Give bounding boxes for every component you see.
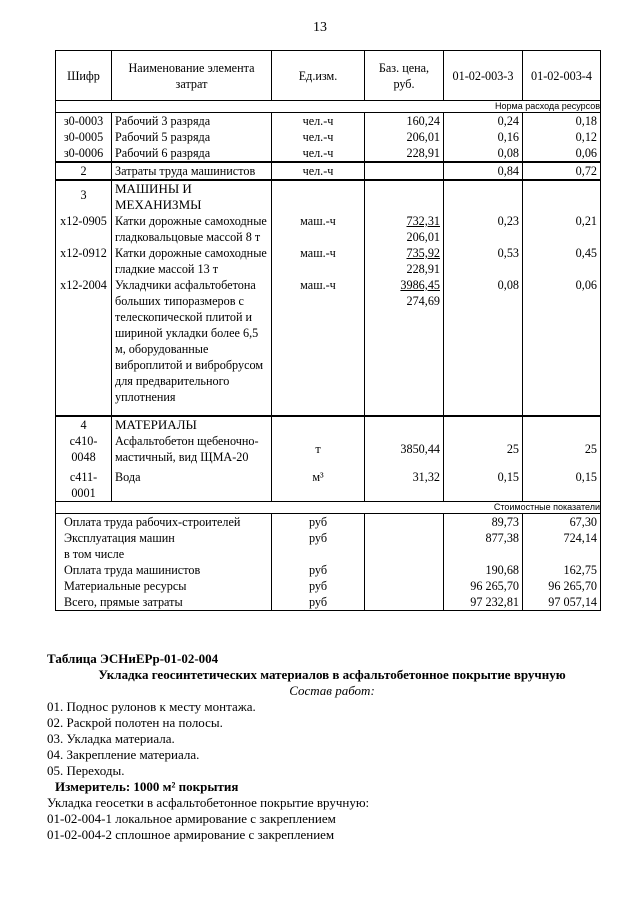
row-price: 206,01 [365, 129, 444, 145]
cost-unit: руб [272, 594, 365, 611]
header-col-4: 01-02-003-4 [523, 51, 601, 101]
norm-item: 01-02-004-1 локальное армирование с закреплением [47, 811, 336, 826]
section-title: МАТЕРИАЛЫ [112, 416, 272, 433]
cost-row [56, 546, 601, 562]
cost-v3: 190,68 [444, 562, 523, 578]
cost-v4: 97 057,14 [523, 594, 601, 611]
section-code: 4 [56, 416, 112, 433]
next-table-title: Таблица ЭСНиЕРр-01-02-004 [47, 651, 219, 666]
norm-item: 01-02-004-2 сплошное армирование с закреплением [47, 827, 335, 842]
row-unit: т [272, 433, 365, 465]
row-name: Рабочий 5 разряда [112, 129, 272, 145]
cost-v4: 724,14 [523, 530, 601, 546]
row-price: 735,92 [406, 246, 440, 260]
row-v3: 0,23 [444, 213, 523, 245]
row-v3: 0,24 [444, 113, 523, 130]
row-unit: чел.-ч [272, 162, 365, 180]
works-heading: Состав работ: [289, 683, 375, 698]
row-price: 3986,45 [400, 278, 440, 292]
row-unit: маш.-ч [272, 245, 365, 277]
row-v4: 0,06 [523, 145, 601, 162]
row-v3: 0,84 [444, 162, 523, 180]
row-price: 228,91 [365, 145, 444, 162]
cost-label: Стоимостные показатели [493, 502, 600, 512]
cost-name: Оплата труда машинистов [56, 562, 272, 578]
row-code: з0-0005 [56, 129, 112, 145]
operators-row [56, 162, 601, 180]
row-code: 2 [56, 162, 112, 180]
section-title: МАШИНЫ И МЕХАНИЗМЫ [112, 180, 272, 213]
row-unit: маш.-ч [272, 277, 365, 416]
row-name: Рабочий 6 разряда [112, 145, 272, 162]
row-v3: 0,15 [444, 465, 523, 502]
row-code: с411-0001 [56, 465, 112, 502]
cost-unit: руб [272, 514, 365, 531]
materials-section-row [56, 416, 601, 433]
work-item: 05. Переходы. [47, 763, 125, 778]
row-price-operator: 206,01 [406, 230, 440, 244]
row-v4: 0,18 [523, 113, 601, 130]
cost-name: Материальные ресурсы [56, 578, 272, 594]
row-name: Асфальтобетон щебеночно-мастичный, вид ЩМА-20 [112, 433, 272, 465]
row-price: 3850,44 [365, 433, 444, 465]
table-row [56, 129, 601, 145]
table-row [56, 245, 601, 277]
cost-v3: 877,38 [444, 530, 523, 546]
cost-name: в том числе [56, 546, 272, 562]
cost-row [56, 578, 601, 594]
header-name: Наименование элемента затрат [112, 51, 272, 101]
cost-name: Всего, прямые затраты [56, 594, 272, 611]
work-item: 03. Укладка материала. [47, 731, 175, 746]
norm-label-row [56, 101, 601, 113]
row-name: Укладчики асфальтобетона больших типоразмеров с телескопической плитой и шириной укладки более 6,5 м, оборудованные виброплитой и вибробрусом для предварительного уплотнения [112, 277, 272, 416]
cost-row [56, 594, 601, 611]
row-name: Рабочий 3 разряда [112, 113, 272, 130]
row-code: х12-0905 [56, 213, 112, 245]
row-code: с410-0048 [56, 433, 112, 465]
table-row [56, 277, 601, 416]
table-row [56, 145, 601, 162]
cost-label-row [56, 502, 601, 514]
table-row [56, 433, 601, 465]
row-price: 160,24 [365, 113, 444, 130]
row-v3: 25 [444, 433, 523, 465]
row-code: з0-0006 [56, 145, 112, 162]
row-name: Катки дорожные самоходные гладкие массой 13 т [112, 245, 272, 277]
row-unit: м³ [272, 465, 365, 502]
row-v4: 0,06 [523, 277, 601, 416]
table-row [56, 465, 601, 502]
row-v3: 0,08 [444, 145, 523, 162]
row-v4: 25 [523, 433, 601, 465]
cost-v3: 89,73 [444, 514, 523, 531]
work-item: 02. Раскрой полотен на полосы. [47, 715, 223, 730]
row-price-operator: 274,69 [406, 294, 440, 308]
row-unit: маш.-ч [272, 213, 365, 245]
row-unit: чел.-ч [272, 129, 365, 145]
row-code: х12-0912 [56, 245, 112, 277]
table-row [56, 213, 601, 245]
cost-unit: руб [272, 578, 365, 594]
norm-label: Норма расхода ресурсов [495, 101, 600, 111]
row-v4: 0,12 [523, 129, 601, 145]
table-header-row [56, 51, 601, 101]
header-price: Баз. цена, руб. [365, 51, 444, 101]
cost-row [56, 530, 601, 546]
meter: Измеритель: 1000 м² покрытия [55, 779, 239, 794]
header-code: Шифр [56, 51, 112, 101]
section-code: 3 [56, 180, 112, 213]
cost-row [56, 514, 601, 531]
row-name: Катки дорожные самоходные гладковальцовые массой 8 т [112, 213, 272, 245]
row-price: 732,31 [406, 214, 440, 228]
header-unit: Ед.изм. [272, 51, 365, 101]
cost-v3: 97 232,81 [444, 594, 523, 611]
row-price-operator: 228,91 [406, 262, 440, 276]
row-name: Вода [112, 465, 272, 502]
machines-section-row [56, 180, 601, 213]
row-price: 31,32 [365, 465, 444, 502]
resource-table [55, 50, 601, 611]
cost-unit: руб [272, 562, 365, 578]
cost-v4: 162,75 [523, 562, 601, 578]
cost-v3: 96 265,70 [444, 578, 523, 594]
row-unit: чел.-ч [272, 145, 365, 162]
row-code: х12-2004 [56, 277, 112, 416]
row-v4: 0,15 [523, 465, 601, 502]
section-after-table [47, 651, 617, 843]
row-v3: 0,08 [444, 277, 523, 416]
cost-name: Оплата труда рабочих-строителей [56, 514, 272, 531]
cost-unit: руб [272, 530, 365, 546]
page-number: 13 [313, 20, 327, 35]
cost-v4: 67,30 [523, 514, 601, 531]
row-v3: 0,16 [444, 129, 523, 145]
row-v4: 0,21 [523, 213, 601, 245]
cost-v4: 96 265,70 [523, 578, 601, 594]
description: Укладка геосетки в асфальтобетонное покрытие вручную: [47, 795, 370, 810]
cost-row [56, 562, 601, 578]
row-v4: 0,45 [523, 245, 601, 277]
row-v3: 0,53 [444, 245, 523, 277]
next-table-subtitle: Укладка геосинтетических материалов в асфальтобетонное покрытие вручную [98, 667, 566, 682]
row-name: Затраты труда машинистов [112, 162, 272, 180]
row-unit: чел.-ч [272, 113, 365, 130]
table-row [56, 113, 601, 130]
work-item: 01. Поднос рулонов к месту монтажа. [47, 699, 256, 714]
row-code: з0-0003 [56, 113, 112, 130]
row-v4: 0,72 [523, 162, 601, 180]
work-item: 04. Закрепление материала. [47, 747, 200, 762]
cost-name: Эксплуатация машин [56, 530, 272, 546]
header-col-3: 01-02-003-3 [444, 51, 523, 101]
